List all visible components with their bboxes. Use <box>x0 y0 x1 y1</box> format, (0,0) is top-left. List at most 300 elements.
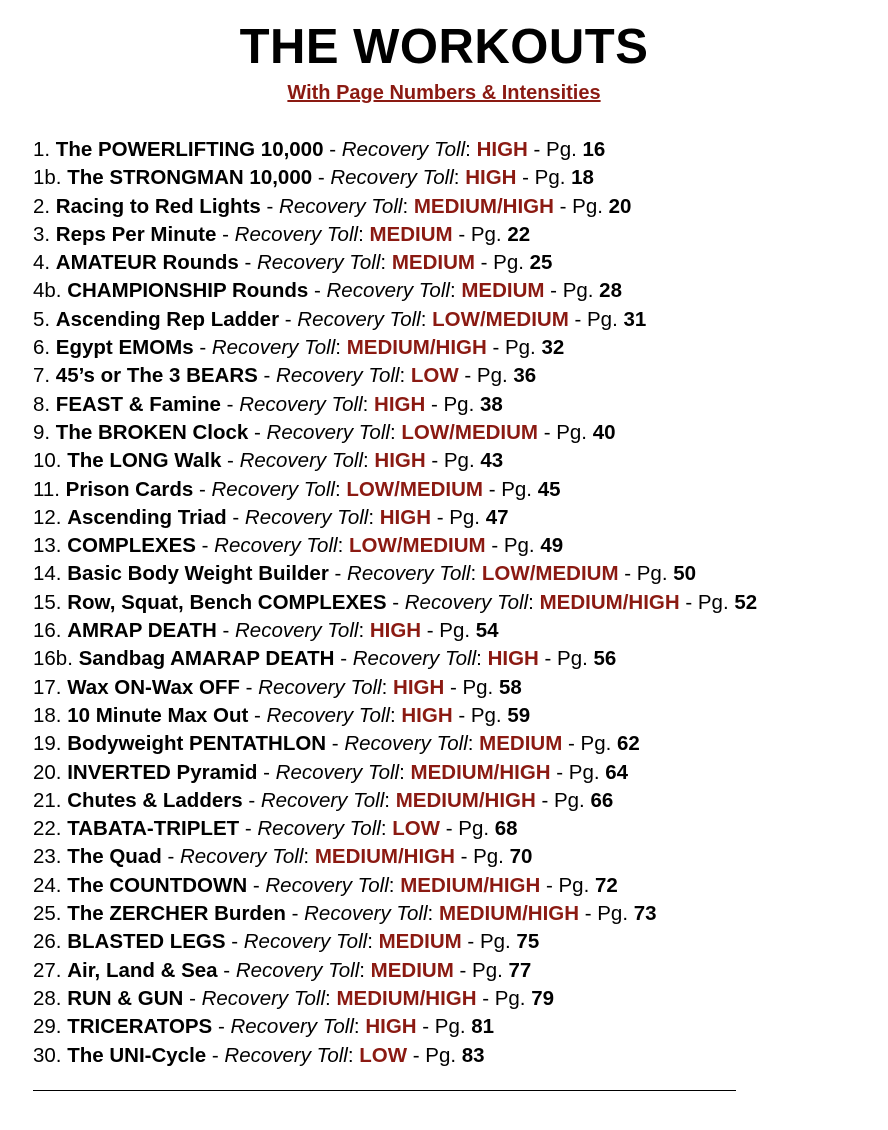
intensity-value: HIGH <box>369 619 422 643</box>
workout-name: BLASTED LEGS <box>67 930 226 954</box>
page-prefix: - Pg. <box>544 279 600 303</box>
workout-number: 5. <box>33 307 56 331</box>
page-prefix: - Pg. <box>452 703 508 727</box>
page-prefix: - Pg. <box>535 788 591 812</box>
separator-dash: - <box>308 279 327 303</box>
workout-number: 16b. <box>33 647 79 671</box>
recovery-toll-label: Recovery Toll <box>352 647 477 671</box>
intensity-value: HIGH <box>374 449 426 473</box>
separator-dash: - <box>212 1015 231 1039</box>
workout-name: FEAST & Famine <box>55 392 221 416</box>
workout-name: CHAMPIONSHIP Rounds <box>67 279 309 303</box>
separator-dash: - <box>217 958 236 982</box>
page-prefix: - Pg. <box>538 647 594 671</box>
intensity-value: MEDIUM <box>369 222 453 246</box>
workout-name: Ascending Rep Ladder <box>55 307 280 331</box>
recovery-toll-label: Recovery Toll <box>224 1043 348 1067</box>
separator-dash: - <box>326 732 345 756</box>
intensity-value: MEDIUM/HIGH <box>314 845 455 869</box>
list-item <box>33 1013 883 1041</box>
workout-number: 29. <box>33 1015 68 1039</box>
list-item <box>33 843 883 871</box>
intensity-value: HIGH <box>379 505 431 529</box>
page-number: 79 <box>531 986 555 1010</box>
intensity-value: MEDIUM <box>461 279 545 303</box>
recovery-toll-label: Recovery Toll <box>276 364 400 388</box>
recovery-toll-label: Recovery Toll <box>239 449 363 473</box>
workout-name: TRICERATOPS <box>67 1015 213 1039</box>
list-item <box>33 334 883 362</box>
intensity-value: MEDIUM/HIGH <box>539 590 680 614</box>
workout-number: 21. <box>33 788 68 812</box>
recovery-toll-label: Recovery Toll <box>257 817 381 841</box>
separator-dash: - <box>260 194 280 218</box>
recovery-toll-label: Recovery Toll <box>214 534 338 558</box>
intensity-value: HIGH <box>487 647 539 671</box>
page-number: 50 <box>673 562 697 586</box>
separator-colon: : <box>362 392 375 416</box>
workout-name: Sandbag AMARAP DEATH <box>78 647 335 671</box>
page-number: 38 <box>479 392 503 416</box>
page-number: 31 <box>623 307 647 331</box>
separator-colon: : <box>399 364 411 388</box>
workout-name: Wax ON-Wax OFF <box>67 675 240 699</box>
page-title: THE WORKOUTS <box>239 20 649 74</box>
intensity-value: MEDIUM <box>370 958 454 982</box>
list-item <box>33 391 883 419</box>
recovery-toll-label: Recovery Toll <box>341 138 466 161</box>
page-prefix: - Pg. <box>431 505 486 529</box>
list-item <box>33 674 883 702</box>
list-item <box>33 447 883 475</box>
intensity-value: HIGH <box>465 166 517 190</box>
page-prefix: - Pg. <box>440 817 495 841</box>
page-prefix: - Pg. <box>562 732 617 756</box>
page-number: 70 <box>509 845 533 869</box>
separator-colon: : <box>347 1043 360 1067</box>
workout-name: The Quad <box>67 845 162 869</box>
recovery-toll-label: Recovery Toll <box>266 703 390 727</box>
recovery-toll-label: Recovery Toll <box>260 788 385 812</box>
page-prefix: - Pg. <box>425 449 481 473</box>
separator-colon: : <box>359 958 371 982</box>
recovery-toll-label: Recovery Toll <box>230 1015 354 1039</box>
separator-colon: : <box>380 251 392 275</box>
workout-list <box>33 136 883 1070</box>
separator-colon: : <box>337 534 349 558</box>
workout-number: 23. <box>33 845 68 869</box>
separator-dash: - <box>216 619 235 643</box>
workout-name: RUN & GUN <box>67 986 184 1010</box>
list-item <box>33 560 883 588</box>
workout-name: The COUNTDOWN <box>67 873 248 897</box>
page-prefix: - Pg. <box>516 166 572 190</box>
page-prefix: - Pg. <box>425 392 480 416</box>
separator-dash: - <box>239 817 258 841</box>
page-number: 52 <box>734 590 758 614</box>
separator-colon: : <box>402 194 414 218</box>
intensity-value: MEDIUM/HIGH <box>413 194 554 218</box>
separator-colon: : <box>335 336 347 360</box>
workout-name: Racing to Red Lights <box>55 194 261 218</box>
separator-colon: : <box>467 732 480 756</box>
list-item <box>33 928 883 956</box>
workout-name: Prison Cards <box>65 477 194 501</box>
list-item <box>33 476 883 504</box>
recovery-toll-label: Recovery Toll <box>344 732 468 756</box>
workout-number: 17. <box>33 675 68 699</box>
page-prefix: - Pg. <box>618 562 674 586</box>
list-item <box>33 702 883 730</box>
intensity-value: MEDIUM/HIGH <box>400 873 541 897</box>
intensity-value: LOW/MEDIUM <box>432 307 569 331</box>
list-item <box>33 419 883 447</box>
list-item <box>33 277 883 305</box>
page-prefix: - Pg. <box>485 534 541 558</box>
workout-number: 18. <box>33 703 68 727</box>
separator-colon: : <box>358 222 370 246</box>
separator-colon: : <box>465 138 477 161</box>
workout-number: 8. <box>33 392 56 416</box>
workout-number: 11. <box>33 477 66 501</box>
workout-name: The ZERCHER Burden <box>67 902 286 926</box>
separator-colon: : <box>303 845 315 869</box>
recovery-toll-label: Recovery Toll <box>244 505 369 529</box>
page-prefix: - Pg. <box>407 1043 462 1067</box>
page-number: 22 <box>507 222 531 246</box>
page-number: 62 <box>617 732 640 756</box>
page-number: 36 <box>513 364 537 388</box>
workout-number: 25. <box>33 902 68 926</box>
workout-name: Ascending Triad <box>67 505 227 529</box>
separator-colon: : <box>353 1015 366 1039</box>
workout-number: 1. <box>33 138 56 161</box>
list-item <box>33 504 883 532</box>
workout-name: AMATEUR Rounds <box>55 251 239 275</box>
separator-dash: - <box>216 222 235 246</box>
separator-dash: - <box>279 307 298 331</box>
list-item <box>33 645 883 673</box>
page-number: 49 <box>540 534 564 558</box>
recovery-toll-label: Recovery Toll <box>258 675 382 699</box>
separator-colon: : <box>325 986 337 1010</box>
intensity-value: HIGH <box>374 392 426 416</box>
list-item <box>33 362 883 390</box>
workout-number: 7. <box>33 364 56 388</box>
intensity-value: MEDIUM/HIGH <box>395 788 536 812</box>
page-number: 45 <box>537 477 561 501</box>
list-item <box>33 815 883 843</box>
intensity-value: HIGH <box>401 703 453 727</box>
intensity-value: LOW/MEDIUM <box>401 420 539 444</box>
list-item <box>33 221 883 249</box>
intensity-value: MEDIUM <box>479 732 563 756</box>
list-item <box>33 249 883 277</box>
list-item <box>33 985 883 1013</box>
list-item <box>33 759 883 787</box>
page-prefix: - Pg. <box>486 336 542 360</box>
separator-dash: - <box>238 251 257 275</box>
intensity-value: MEDIUM/HIGH <box>410 760 551 784</box>
workout-name: 45’s or The 3 BEARS <box>55 364 258 388</box>
workout-number: 14. <box>33 562 68 586</box>
list-item <box>33 957 883 985</box>
recovery-toll-label: Recovery Toll <box>243 930 368 954</box>
list-item <box>33 164 883 192</box>
separator-dash: - <box>334 647 353 671</box>
page-prefix: - Pg. <box>483 477 538 501</box>
page-prefix: - Pg. <box>452 222 508 246</box>
separator-dash: - <box>248 703 267 727</box>
intensity-value: LOW/MEDIUM <box>481 562 619 586</box>
separator-colon: : <box>389 703 402 727</box>
workout-name: Air, Land & Sea <box>67 958 218 982</box>
separator-dash: - <box>312 166 331 190</box>
page-prefix: - Pg. <box>458 364 514 388</box>
page-number: 58 <box>498 675 522 699</box>
workout-number: 27. <box>33 958 68 982</box>
separator-colon: : <box>420 307 433 331</box>
workout-number: 1b. <box>33 166 68 190</box>
recovery-toll-label: Recovery Toll <box>297 307 421 331</box>
page-prefix: - Pg. <box>421 619 476 643</box>
recovery-toll-label: Recovery Toll <box>179 845 304 869</box>
intensity-value: LOW <box>410 364 459 388</box>
recovery-toll-label: Recovery Toll <box>347 562 471 586</box>
page-number: 18 <box>571 166 594 190</box>
page-number: 75 <box>516 930 540 954</box>
page-prefix: - Pg. <box>568 307 624 331</box>
page-prefix: - Pg. <box>474 251 530 275</box>
workout-name: Basic Body Weight Builder <box>67 562 329 586</box>
page-prefix: - Pg. <box>538 420 593 444</box>
intensity-value: MEDIUM/HIGH <box>346 336 487 360</box>
intensity-value: MEDIUM <box>378 930 462 954</box>
separator-colon: : <box>363 449 375 473</box>
recovery-toll-label: Recovery Toll <box>304 902 428 926</box>
bottom-divider <box>33 1090 736 1091</box>
page-number: 72 <box>594 873 618 897</box>
workout-name: 10 Minute Max Out <box>67 703 249 727</box>
recovery-toll-label: Recovery Toll <box>235 619 359 643</box>
workout-name: TABATA-TRIPLET <box>67 817 240 841</box>
workout-name: The UNI-Cycle <box>67 1043 207 1067</box>
page-prefix: - Pg. <box>679 590 735 614</box>
workout-name: Row, Squat, Bench COMPLEXES <box>67 590 387 614</box>
page-number: 25 <box>529 251 553 275</box>
separator-colon: : <box>367 930 379 954</box>
page-number: 28 <box>599 279 622 303</box>
page-prefix: - Pg. <box>553 194 609 218</box>
separator-dash: - <box>226 505 245 529</box>
workout-number: 28. <box>33 986 68 1010</box>
page-number: 40 <box>592 420 616 444</box>
list-item <box>33 193 883 221</box>
recovery-toll-label: Recovery Toll <box>265 873 389 897</box>
list-item <box>33 900 883 928</box>
separator-colon: : <box>389 420 402 444</box>
page-number: 56 <box>593 647 617 671</box>
workout-number: 16. <box>33 619 68 643</box>
page-number: 43 <box>480 449 504 473</box>
workout-name: The POWERLIFTING 10,000 <box>55 138 324 161</box>
page-number: 64 <box>605 760 629 784</box>
page-number: 77 <box>508 958 532 982</box>
page-number: 32 <box>541 336 565 360</box>
page-number: 20 <box>608 194 632 218</box>
list-item <box>33 589 883 617</box>
page-prefix: - Pg. <box>540 873 595 897</box>
separator-dash: - <box>206 1043 225 1067</box>
recovery-toll-label: Recovery Toll <box>266 420 390 444</box>
page-prefix: - Pg. <box>476 986 532 1010</box>
workout-number: 13. <box>33 534 68 558</box>
page-prefix: - Pg. <box>550 760 606 784</box>
page-prefix: - Pg. <box>453 958 509 982</box>
page-prefix: - Pg. <box>416 1015 472 1039</box>
separator-colon: : <box>453 166 466 190</box>
workout-number: 12. <box>33 505 68 529</box>
workout-name: The STRONGMAN 10,000 <box>67 166 313 190</box>
separator-colon: : <box>334 477 347 501</box>
list-item <box>33 1042 883 1070</box>
separator-colon: : <box>470 562 482 586</box>
intensity-value: HIGH <box>365 1015 417 1039</box>
separator-colon: : <box>384 788 396 812</box>
workout-name: INVERTED Pyramid <box>67 760 258 784</box>
separator-dash: - <box>285 902 305 926</box>
separator-colon: : <box>476 647 488 671</box>
recovery-toll-label: Recovery Toll <box>275 760 400 784</box>
page-prefix: - Pg. <box>444 675 499 699</box>
separator-dash: - <box>242 788 261 812</box>
list-item <box>33 872 883 900</box>
intensity-value: MEDIUM/HIGH <box>438 902 580 926</box>
separator-dash: - <box>386 590 405 614</box>
page-number: 47 <box>485 505 509 529</box>
separator-colon: : <box>358 619 370 643</box>
separator-colon: : <box>381 675 394 699</box>
page-number: 59 <box>507 703 531 727</box>
separator-colon: : <box>427 902 439 926</box>
intensity-value: LOW <box>359 1043 408 1067</box>
separator-dash: - <box>195 534 215 558</box>
separator-dash: - <box>193 336 212 360</box>
list-item <box>33 787 883 815</box>
recovery-toll-label: Recovery Toll <box>404 590 529 614</box>
recovery-toll-label: Recovery Toll <box>234 222 359 246</box>
intensity-value: LOW/MEDIUM <box>346 477 483 501</box>
workout-number: 22. <box>33 817 68 841</box>
separator-dash: - <box>247 873 266 897</box>
separator-dash: - <box>225 930 244 954</box>
separator-colon: : <box>388 873 401 897</box>
separator-dash: - <box>328 562 348 586</box>
recovery-toll-label: Recovery Toll <box>235 958 360 982</box>
recovery-toll-label: Recovery Toll <box>326 279 450 303</box>
recovery-toll-label: Recovery Toll <box>239 392 363 416</box>
separator-dash: - <box>248 420 267 444</box>
page-number: 81 <box>471 1015 495 1039</box>
page-number: 16 <box>582 138 606 161</box>
workout-name: The LONG Walk <box>67 449 222 473</box>
recovery-toll-label: Recovery Toll <box>256 251 381 275</box>
separator-dash: - <box>161 845 180 869</box>
recovery-toll-label: Recovery Toll <box>211 336 336 360</box>
workout-name: Reps Per Minute <box>55 222 217 246</box>
separator-colon: : <box>380 817 393 841</box>
separator-dash: - <box>239 675 259 699</box>
list-item <box>33 306 883 334</box>
workout-number: 6. <box>33 336 56 360</box>
page-number: 83 <box>461 1043 485 1067</box>
page-prefix: - Pg. <box>527 138 583 161</box>
intensity-value: HIGH <box>393 675 445 699</box>
workout-name: Bodyweight PENTATHLON <box>67 732 327 756</box>
workout-number: 4. <box>33 251 56 275</box>
page-number: 66 <box>590 788 614 812</box>
workout-number: 10. <box>33 449 68 473</box>
workout-number: 24. <box>33 873 68 897</box>
recovery-toll-label: Recovery Toll <box>201 986 326 1010</box>
workout-name: Egypt EMOMs <box>55 336 194 360</box>
workout-name: Chutes & Ladders <box>67 788 243 812</box>
intensity-value: LOW <box>392 817 441 841</box>
workout-number: 19. <box>33 732 68 756</box>
list-item <box>33 532 883 560</box>
workout-number: 9. <box>33 420 56 444</box>
separator-colon: : <box>368 505 380 529</box>
workout-number: 26. <box>33 930 68 954</box>
page-number: 68 <box>494 817 518 841</box>
separator-dash: - <box>221 449 240 473</box>
page-number: 54 <box>475 619 499 643</box>
recovery-toll-label: Recovery Toll <box>330 166 454 190</box>
workout-name: AMRAP DEATH <box>67 619 217 643</box>
workout-number: 2. <box>33 194 56 218</box>
separator-colon: : <box>449 279 462 303</box>
recovery-toll-label: Recovery Toll <box>211 477 335 501</box>
page-prefix: - Pg. <box>454 845 510 869</box>
workout-number: 20. <box>33 760 68 784</box>
intensity-value: MEDIUM <box>391 251 475 275</box>
page-prefix: - Pg. <box>579 902 634 926</box>
intensity-value: LOW/MEDIUM <box>348 534 486 558</box>
separator-dash: - <box>193 477 212 501</box>
intensity-value: MEDIUM/HIGH <box>336 986 477 1010</box>
separator-dash: - <box>183 986 202 1010</box>
separator-dash: - <box>257 760 276 784</box>
page-subtitle: With Page Numbers & Intensities <box>287 82 601 104</box>
page-number: 73 <box>633 902 657 926</box>
separator-dash: - <box>257 364 277 388</box>
workout-number: 4b. <box>33 279 68 303</box>
separator-dash: - <box>220 392 240 416</box>
recovery-toll-label: Recovery Toll <box>279 194 403 218</box>
workout-number: 30. <box>33 1043 68 1067</box>
workout-name: The BROKEN Clock <box>55 420 249 444</box>
list-item <box>33 617 883 645</box>
list-item <box>33 730 883 758</box>
workout-name: COMPLEXES <box>67 534 196 558</box>
list-item <box>33 136 883 164</box>
intensity-value: HIGH <box>476 138 528 161</box>
page-prefix: - Pg. <box>461 930 517 954</box>
separator-dash: - <box>323 138 342 161</box>
workout-number: 15. <box>33 590 68 614</box>
separator-colon: : <box>528 590 540 614</box>
workout-number: 3. <box>33 222 56 246</box>
